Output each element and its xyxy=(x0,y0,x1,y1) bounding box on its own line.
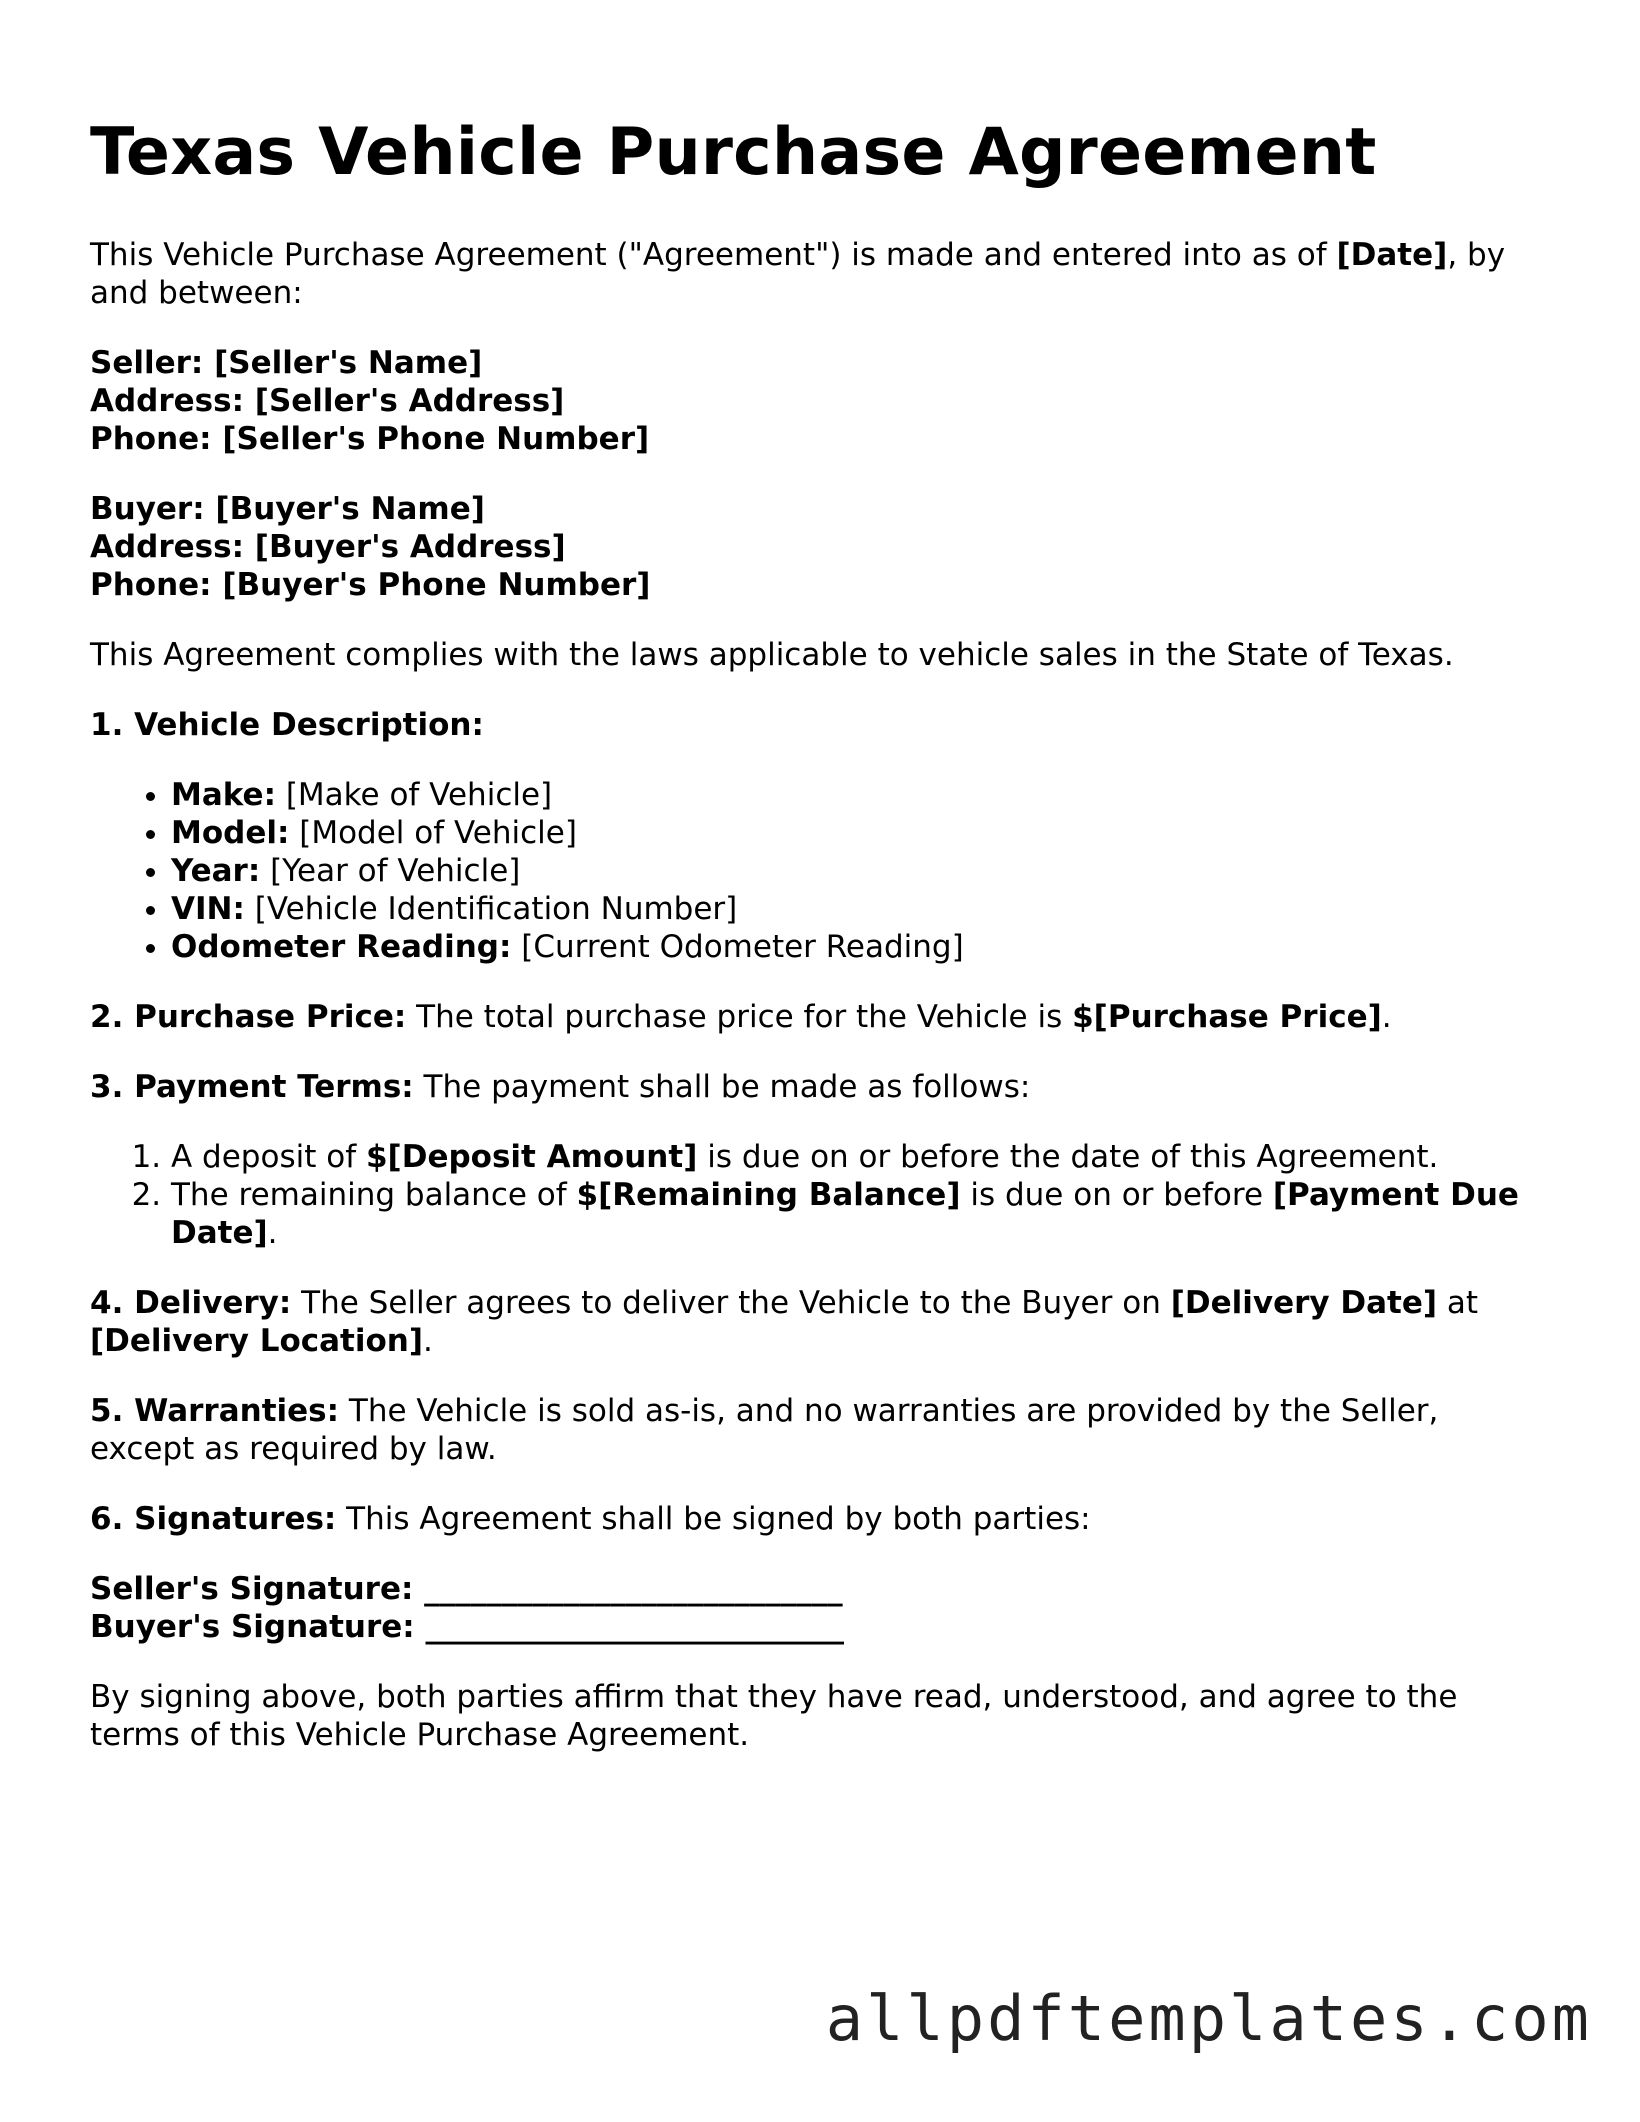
section6-heading: 6. Signatures: xyxy=(90,1501,337,1537)
purchase-price: $[Purchase Price] xyxy=(1072,999,1382,1035)
document-page xyxy=(90,112,1550,1786)
signature-block xyxy=(90,1570,1550,1646)
section2-text: The total purchase price for the Vehicle is xyxy=(406,999,1073,1035)
list-item xyxy=(171,928,1550,966)
section3-text: The payment shall be made as follows: xyxy=(413,1069,1031,1105)
section4-mid: at xyxy=(1437,1285,1479,1321)
list-item xyxy=(171,890,1550,928)
year-value: [Year of Vehicle] xyxy=(260,853,521,889)
model-value: [Model of Vehicle] xyxy=(289,815,577,851)
section6-text: This Agreement shall be signed by both parties: xyxy=(336,1501,1091,1537)
deposit-tail: is due on or before the date of this Agreement. xyxy=(697,1139,1439,1175)
balance-mid: is due on or before xyxy=(960,1177,1273,1213)
intro-paragraph xyxy=(90,236,1550,312)
list-item xyxy=(171,1138,1550,1176)
balance-end: . xyxy=(267,1215,278,1251)
seller-block xyxy=(90,344,1550,458)
remaining-balance: $[Remaining Balance] xyxy=(576,1177,961,1213)
section1-heading xyxy=(90,706,1550,744)
balance-text: The remaining balance of xyxy=(171,1177,577,1213)
section5-heading: 5. Warranties: xyxy=(90,1393,340,1429)
section5-paragraph xyxy=(90,1392,1550,1468)
deposit-amount: $[Deposit Amount] xyxy=(365,1139,698,1175)
intro-text: This Vehicle Purchase Agreement ("Agreement") is made and entered into as of xyxy=(90,237,1337,273)
section1-heading-text: 1. Vehicle Description: xyxy=(90,707,484,743)
vehicle-description-list xyxy=(90,776,1550,966)
deposit-text: A deposit of xyxy=(171,1139,366,1175)
make-value: [Make of Vehicle] xyxy=(275,777,553,813)
compliance-paragraph: This Agreement complies with the laws applicable to vehicle sales in the State of Texas. xyxy=(90,637,1454,673)
year-label: Year: xyxy=(171,853,261,889)
delivery-date: [Delivery Date] xyxy=(1170,1285,1438,1321)
make-label: Make: xyxy=(171,777,276,813)
buyer-phone: Phone: [Buyer's Phone Number] xyxy=(90,567,651,603)
section4-heading: 4. Delivery: xyxy=(90,1285,292,1321)
buyer-block xyxy=(90,490,1550,604)
buyer-signature-line[interactable]: Buyer's Signature: ___________________________ xyxy=(90,1609,844,1645)
section3-heading: 3. Payment Terms: xyxy=(90,1069,414,1105)
section4-end: . xyxy=(423,1323,433,1359)
seller-address: Address: [Seller's Address] xyxy=(90,383,565,419)
list-item xyxy=(171,1176,1550,1252)
delivery-location: [Delivery Location] xyxy=(90,1323,424,1359)
section5-text: The Vehicle is sold as-is, and no warranties are provided by the Seller, except as required by law. xyxy=(90,1393,1439,1467)
section6-paragraph xyxy=(90,1500,1550,1538)
watermark: allpdftemplates.com xyxy=(825,1982,1592,2055)
section4-paragraph xyxy=(90,1284,1550,1360)
odometer-label: Odometer Reading: xyxy=(171,929,512,965)
list-item xyxy=(171,814,1550,852)
vin-label: VIN: xyxy=(171,891,245,927)
intro-tail: , by and between: xyxy=(90,237,1506,311)
list-item xyxy=(171,776,1550,814)
list-item xyxy=(171,852,1550,890)
section3-paragraph xyxy=(90,1068,1550,1106)
vin-value: [Vehicle Identification Number] xyxy=(244,891,738,927)
model-label: Model: xyxy=(171,815,290,851)
seller-signature-line[interactable]: Seller's Signature: ___________________________ xyxy=(90,1571,843,1607)
buyer-name: Buyer: [Buyer's Name] xyxy=(90,491,485,527)
section4-text: The Seller agrees to deliver the Vehicle to the Buyer on xyxy=(291,1285,1171,1321)
section2-end: . xyxy=(1381,999,1392,1035)
document-title: Texas Vehicle Purchase Agreement xyxy=(90,115,1377,190)
payment-due-date: [Payment Due Date] xyxy=(171,1177,1519,1251)
buyer-address: Address: [Buyer's Address] xyxy=(90,529,566,565)
closing-paragraph: By signing above, both parties affirm that they have read, understood, and agree to the terms of this Vehicle Purchase Agreement. xyxy=(90,1679,1458,1753)
seller-phone: Phone: [Seller's Phone Number] xyxy=(90,421,650,457)
section2-heading: 2. Purchase Price: xyxy=(90,999,407,1035)
intro-date: [Date] xyxy=(1336,237,1448,273)
odometer-value: [Current Odometer Reading] xyxy=(511,929,964,965)
seller-name: Seller: [Seller's Name] xyxy=(90,345,483,381)
payment-terms-list xyxy=(90,1138,1550,1252)
section2-paragraph xyxy=(90,998,1550,1036)
